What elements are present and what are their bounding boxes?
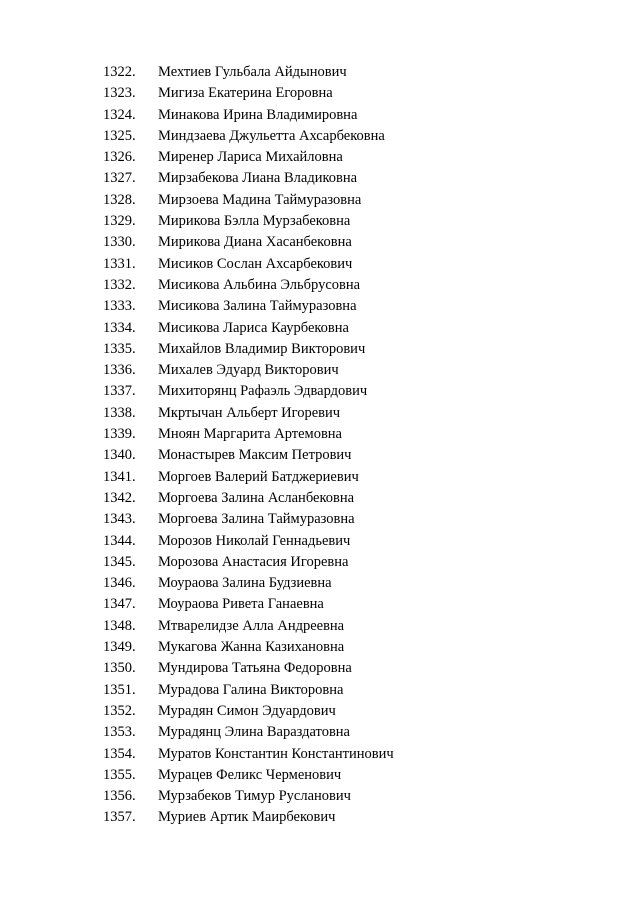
entry-name: Мисикова Альбина Эльбрусовна [158,276,361,293]
entry-name: Мисикова Лариса Каурбековна [158,319,349,336]
entry-name: Мехтиев Гульбала Айдынович [158,64,347,80]
list-item [0,765,640,786]
list-item [0,147,640,168]
list-item [0,424,640,445]
list-item [0,722,640,743]
entry-number: 1350. [103,660,136,677]
list-item [0,701,640,722]
entry-number: 1356. [103,788,136,805]
entry-number: 1322. [103,64,136,80]
list-item [0,105,640,126]
entry-name: Моураова Ривета Ганаевна [158,596,324,613]
entry-number: 1346. [103,575,136,592]
entry-number: 1343. [103,511,136,528]
list-item [0,403,640,424]
list-item [0,744,640,765]
list-item [0,488,640,509]
entry-name: Мирзоева Мадина Таймуразовна [158,191,362,208]
list-item [0,680,640,701]
list-item [0,318,640,339]
name-list [0,62,640,829]
entry-number: 1329. [103,213,136,230]
entry-number: 1336. [103,362,136,379]
entry-number: 1334. [103,319,136,336]
list-item [0,254,640,275]
entry-number: 1354. [103,745,136,762]
list-item [0,658,640,679]
list-item [0,211,640,232]
entry-number: 1326. [103,149,136,166]
list-item [0,62,640,83]
list-item [0,573,640,594]
entry-number: 1327. [103,170,136,187]
entry-name: Мирикова Диана Хасанбековна [158,234,352,251]
entry-number: 1351. [103,681,136,698]
entry-name: Мурадян Симон Эдуардович [158,702,336,719]
entry-name: Мирикова Бэлла Мурзабековна [158,213,351,230]
entry-name: Моргоева Залина Асланбековна [158,489,355,506]
entry-name: Михайлов Владимир Викторович [158,340,366,357]
list-item [0,531,640,552]
entry-number: 1342. [103,489,136,506]
entry-name: Михиторянц Рафаэль Эдвардович [158,383,368,400]
entry-number: 1355. [103,766,136,783]
entry-number: 1330. [103,234,136,251]
entry-name: Моураова Залина Будзиевна [158,575,332,592]
entry-number: 1340. [103,447,136,464]
list-item [0,616,640,637]
entry-number: 1349. [103,639,136,656]
entry-name: Моргоева Залина Таймуразовна [158,511,355,528]
entry-name: Михалев Эдуард Викторович [158,362,339,379]
list-item [0,467,640,488]
entry-number: 1337. [103,383,136,400]
entry-number: 1328. [103,191,136,208]
entry-number: 1341. [103,468,136,485]
entry-name: Мундирова Татьяна Федоровна [158,660,352,677]
list-item [0,296,640,317]
entry-number: 1335. [103,340,136,357]
entry-name: Мукагова Жанна Казихановна [158,639,345,656]
entry-number: 1339. [103,426,136,443]
entry-name: Мурадова Галина Викторовна [158,681,344,698]
entry-name: Миндзаева Джульетта Ахсарбековна [158,127,385,144]
entry-number: 1345. [103,553,136,570]
entry-number: 1323. [103,85,136,102]
list-item [0,275,640,296]
entry-name: Мисиков Сослан Ахсарбекович [158,255,353,272]
entry-name: Мкртычан Альберт Игоревич [158,404,341,421]
entry-name: Миренер Лариса Михайловна [158,149,343,166]
entry-name: Мурзабеков Тимур Русланович [158,788,351,805]
entry-number: 1331. [103,255,136,272]
list-item [0,168,640,189]
list-item [0,83,640,104]
list-item [0,232,640,253]
entry-name: Мирзабекова Лиана Владиковна [158,170,358,187]
entry-name: Мурадянц Элина Вараздатовна [158,724,350,741]
entry-name: Мтварелидзе Алла Андреевна [158,617,345,634]
entry-number: 1353. [103,724,136,741]
entry-name: Моргоев Валерий Батджериевич [158,468,359,485]
list-item [0,126,640,147]
entry-name: Морозов Николай Геннадьевич [158,532,351,549]
entry-name: Мурацев Феликс Черменович [158,766,342,783]
entry-name: Минакова Ирина Владимировна [158,106,358,123]
entry-number: 1357. [103,809,136,826]
entry-name: Мноян Маргарита Артемовна [158,426,342,443]
entry-number: 1344. [103,532,136,549]
list-item [0,786,640,807]
entry-number: 1333. [103,298,136,315]
entry-number: 1325. [103,127,136,144]
entry-name: Муриев Артик Маирбекович [158,809,336,826]
list-item [0,445,640,466]
entry-number: 1324. [103,106,136,123]
entry-name: Морозова Анастасия Игоревна [158,553,349,570]
list-item [0,594,640,615]
entry-name: Муратов Константин Константинович [158,745,394,762]
list-item [0,360,640,381]
list-item [0,509,640,530]
list-item [0,637,640,658]
entry-number: 1348. [103,617,136,634]
entry-number: 1338. [103,404,136,421]
list-item [0,190,640,211]
entry-name: Монастырев Максим Петрович [158,447,352,464]
entry-name: Мисикова Залина Таймуразовна [158,298,357,315]
list-item [0,339,640,360]
list-item [0,807,640,828]
list-item [0,381,640,402]
list-item [0,552,640,573]
entry-name: Мигиза Екатерина Егоровна [158,85,333,102]
entry-number: 1332. [103,276,136,293]
entry-number: 1352. [103,702,136,719]
entry-number: 1347. [103,596,136,613]
